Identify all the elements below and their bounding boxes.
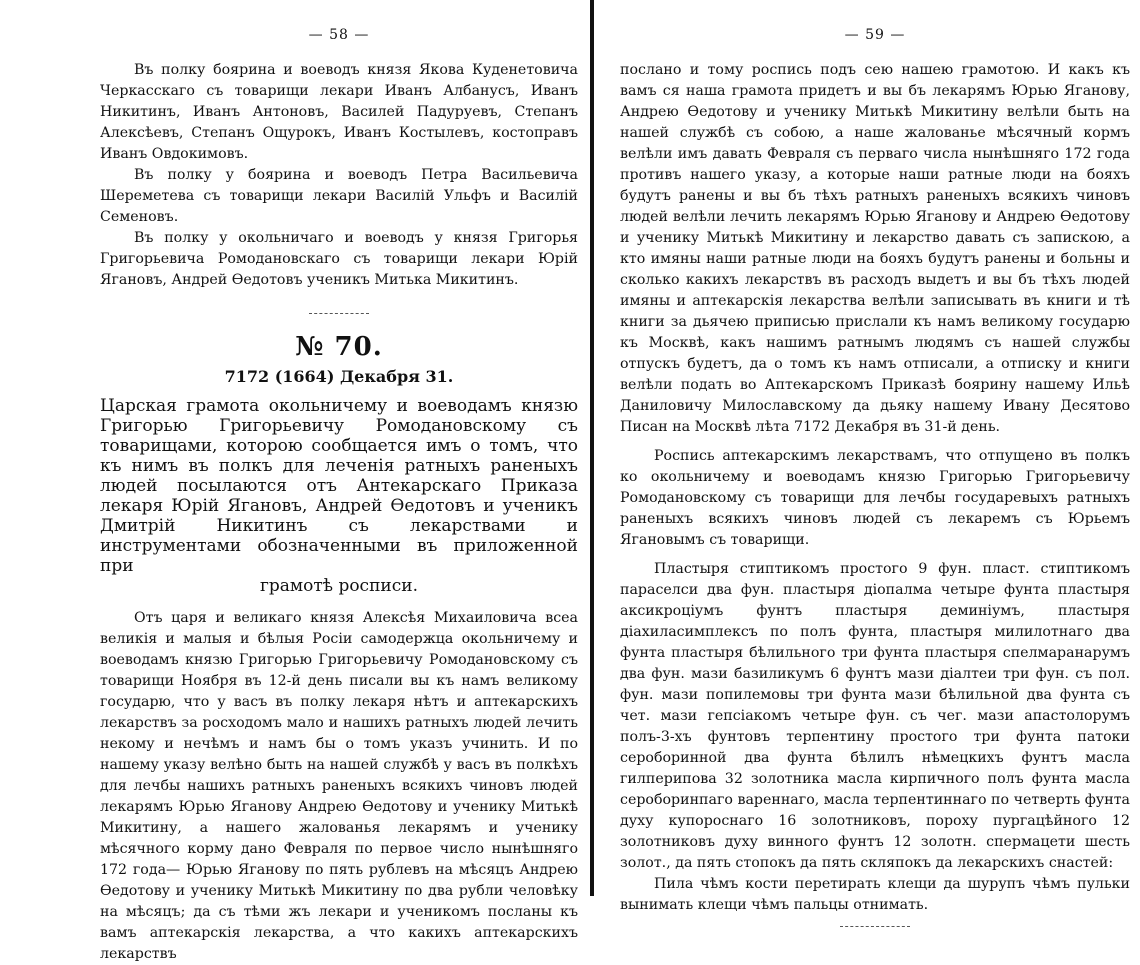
regiment-paragraph-3: Въ полку у окольничаго и воеводъ у князя Григорья Григорьевича Ромодановскаго съ товарищи лекари Юрій Ягановъ, Андрей Ѳедотовъ ученикъ Митька Микитинъ. xyxy=(100,230,578,288)
section-divider xyxy=(309,313,369,314)
document-summary-text: Царская грамота окольничему и воеводамъ князю Григорью Григорьевичу Ромодановскому съ товарищами, которою сообщается имъ о томъ, что къ нимъ въ полкъ для леченія ратныхъ раненыхъ людей посылаются отъ Антекарскаго Приказа лекаря Юрій Ягановъ, Андрей Ѳедотовъ и ученикъ Дмитрій Никитинъ съ лекарствами и инструментами обозначенными въ приложенной при xyxy=(100,396,578,576)
page-gutter-line xyxy=(590,0,594,896)
medicine-list-heading: Роспись аптекарскимъ лекарствамъ, что отпущено въ полкъ ко окольничему и воеводамъ князю Григорью Григорьевичу Ромодановскому съ товарищи для лечбы государевыхъ ратныхъ раненыхъ всякихъ чиновъ людей съ лекаремъ съ Юрьемъ Ягановымъ съ товарищи. xyxy=(620,448,1130,548)
document-date: 7172 (1664) Декабря 31. xyxy=(224,367,454,386)
instruments-list: Пила чѣмъ кости перетирать клещи да шурупъ чѣмъ пульки вынимать клещи чѣмъ пальцы отнимать. xyxy=(620,876,1130,913)
charter-continuation: послано и тому роспись подъ сею нашею грамотою. И какъ къ вамъ ся наша грамота придетъ и вы бъ лекарямъ Юрью Яганову, Андрею Ѳедотову и ученику Митькѣ Микитину велѣли быть на нашей службѣ съ собою, а наше жалованье мѣсячный кормъ велѣли имъ давать Февраля съ перваго числа нынѣшняго 172 года противъ нашего указу, а которые наши ратные люди на бояхъ будутъ ранены и вы бъ тѣхъ ратныхъ раненыхъ всякихъ чиновъ людей велѣли лечить лекарямъ Юрью Яганову и Андрею Ѳедотову и ученику Митькѣ Микитину и лекарство давать съ запискою, а кто имяны наши ратные люди на бояхъ будутъ ранены и больны и сколько какихъ лекарствъ въ расходъ выдетъ и вы бъ тѣхъ людей имяны и аптекарскія лекарства велѣли записывать въ книги и тѣ книги за дьячею приписью прислали къ намъ великому государю къ Москвѣ, какъ нашимъ ратнымъ людямъ съ нашей службы отпускъ будетъ, да о томъ къ намъ отписали, а отписку и книги велѣли подать во Аптекарскомъ Приказѣ боярину нашему Ильѣ Даниловичу Милославскому да дьяку нашему Ивану Десятово Писан на Москвѣ лѣта 7172 Декабря въ 31-й день. xyxy=(620,62,1130,435)
page-number-right: — 59 — xyxy=(844,27,906,43)
document-summary xyxy=(100,396,578,596)
medicine-list: Пластыря стиптикомъ простого 9 фун. пласт. стиптикомъ параселси два фун. пластыря діопалма четыре фунта пластыря аксикроціумъ фунтъ пластыря деминіумъ, пластыря діахиласимплексъ по полъ фунта, пластыря милилотнаго два фунта пластыря бѣлильного три фунта пластыря спелмаранарумъ два фун. мази базиликумъ 6 фунтъ мази діалтеи три фун. съ пол. фун. мази попилемовы три фунта мази бѣлильной два фунта съ чет. мази гепсіакомъ четыре фун. съ чег. мази апастолорумъ полъ-3-хъ фунтовъ терпентину простого три фунта патоки сероборинной два фунта бѣлилъ нѣмецкихъ фунтъ масла гилперипова 32 золотника масла кирпичного полъ фунта масла сероборинпаго вареннаго, масла терпентиннаго по четверть фунта духу купороснаго 16 золотниковъ, пороху пургацѣйного 12 золотниковъ духу винного фунтъ 12 золотн. спермацети шесть золот., да пять стопокъ да пять скляпокъ да лекарскихъ снастей: xyxy=(620,561,1130,871)
charter-body-text: Отъ царя и великаго князя Алексѣя Михаиловича всеа великія и малыя и бѣлыя Росіи самодержца окольничему и воеводамъ князю Григорью Григорьевичу Ромодановскому съ товарищи Ноября въ 12-й день писали вы къ намъ великому государю, что у васъ въ полку лекаря нѣтъ и аптекарскихъ лекарствъ за росходомъ мало и нашихъ ратныхъ людей лечить некому и нечѣмъ и намъ бы о томъ указъ учинить. И по нашему указу велѣно быть на нашей службѣ у васъ въ полкѣхъ для лечбы нашихъ ратныхъ раненыхъ всякихъ чиновъ людей лекарямъ Юрью Яганову Андрею Ѳедотову и ученику Митькѣ Микитину, а нашего жалованья лекарямъ и ученику мѣсячного корму дано Февраля по первое число нынѣшняго 172 года— Юрью Яганову по пять рублевъ на мѣсяцъ Андрею Ѳедотову и ученику Митькѣ Микитину по два рубли человѣку на мѣсяцъ; да съ тѣми жъ лекари и ученикомъ посланы къ вамъ аптекарскія лекарства, а что какихъ аптекарскихъ лекарствъ xyxy=(100,610,578,962)
page-number-left: — 58 — xyxy=(308,27,370,43)
regiment-paragraph-2: Въ полку у боярина и воеводъ Петра Васильевича Шереметева съ товарищи лекари Василій Ульфъ и Василій Семеновъ. xyxy=(100,167,578,225)
document-summary-last-line: грамотѣ росписи. xyxy=(260,576,418,596)
regiment-paragraph-1: Въ полку боярина и воеводъ князя Якова Куденетовича Черкасскаго съ товарищи лекари Иванъ Албанусъ, Иванъ Никитинъ, Иванъ Антоновъ, Василей Падуруевъ, Степанъ Алексѣевъ, Степанъ Ощурокъ, Иванъ Костылевъ, костоправъ Иванъ Овдокимовъ. xyxy=(100,62,578,162)
document-number: № 70. xyxy=(295,332,383,362)
end-divider xyxy=(840,926,910,927)
right-page xyxy=(598,0,1140,913)
